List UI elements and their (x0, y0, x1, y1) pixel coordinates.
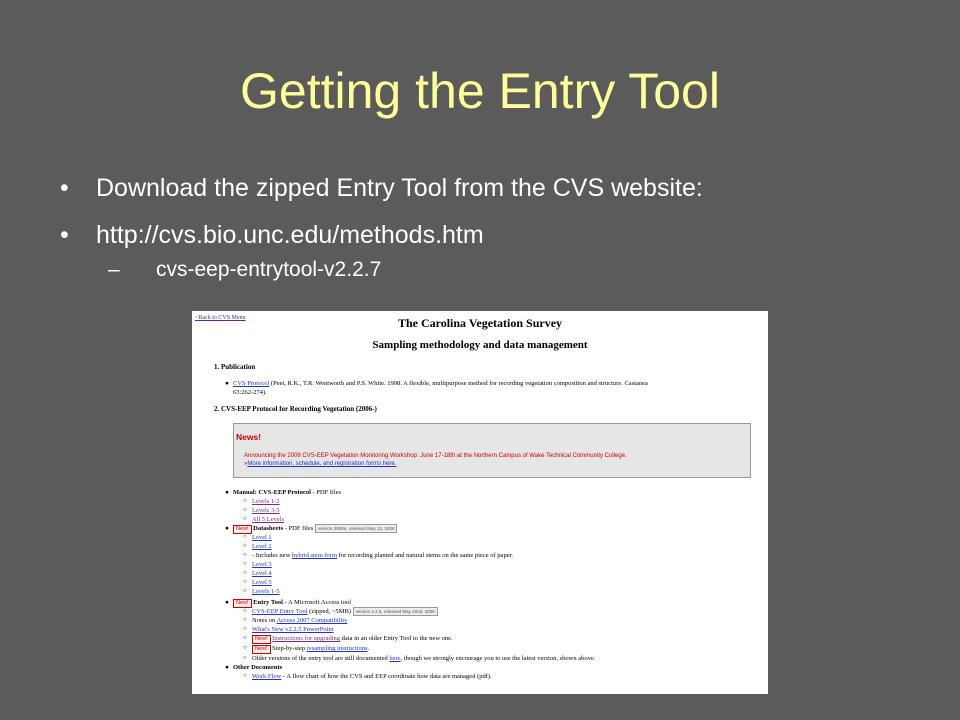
news-announcement: Announcing the 2008 CVS-EEP Vegetation Monitoring Workshop: June 17-18th at the Northern Campus of Wake Technical Community College. (244, 453, 627, 459)
upgrade-post-text: data in an older Entry Tool to the new one. (340, 635, 453, 642)
bullet-dot: ● (225, 380, 229, 387)
manual-suffix: - PDF files (310, 489, 342, 496)
bullet-list (58, 172, 938, 283)
sub-bullet-filename: – cvs-eep-entrytool-v2.2.7 (108, 257, 938, 283)
older-versions-link[interactable]: here (389, 655, 401, 662)
notes-item: ○ Notes on Access 2007 Compatibility (243, 617, 348, 624)
bullet-dot: ● (225, 664, 229, 671)
datasheet-item: ○ Level 4 (243, 570, 272, 577)
cvs-protocol-link[interactable]: CVS Protocol (233, 380, 270, 387)
notes-pre-text: Notes on (252, 617, 277, 624)
news-title: News! (236, 432, 262, 442)
datasheets-version-badge: version 2008a, released May 22, 2008 (315, 524, 398, 533)
datasheet-level-5-link[interactable]: Level 5 (252, 579, 272, 586)
workflow-post-text: - A flow chart of how the CVS and EEP coordinate how data are managed (pdf). (281, 673, 492, 680)
entry-tool-version-badge: version 2.2.5, released May 22nd, 2008 (353, 607, 438, 616)
entry-tool-size: (zipped, ~5MB) (307, 608, 353, 615)
manual-levels-1-2-link[interactable]: Levels 1-2 (252, 498, 280, 505)
new-badge: New! (233, 599, 252, 608)
entry-tool-download-item: ○ CVS-EEP Entry Tool (zipped, ~5MB) version 2.2.5, released May 22nd, 2008 (252, 607, 438, 616)
datasheet-item: ○ Level 5 (243, 579, 272, 586)
news-arrow: » (244, 461, 248, 467)
manual-item (225, 488, 342, 497)
other-documents-label: Other Documents (233, 664, 283, 671)
slide-title: Getting the Entry Tool (240, 63, 720, 119)
news-box (233, 423, 751, 478)
datasheet-hybrid-item: ○ - Includes new hybrid stem form for recording planted and natural stems on the same piece of paper. (243, 552, 514, 559)
site-title: The Carolina Vegetation Survey (397, 316, 563, 330)
resampling-item: ○ New! Step-by-step resampling instructions. (243, 645, 370, 652)
datasheets-label: Datasheets (253, 525, 284, 532)
workflow-item: ○ Work Flow - A flow chart of how the CVS and EEP coordinate how data are managed (pdf). (243, 673, 492, 680)
manual-level-item: ○ All 5 Levels (243, 516, 285, 523)
manual-level-item: ○ Levels 3-5 (243, 507, 280, 514)
upgrade-instructions-link[interactable]: Instructions for upgrading (272, 635, 341, 642)
new-badge: New! (252, 645, 271, 654)
manual-levels-3-5-link[interactable]: Levels 3-5 (252, 507, 280, 514)
manual-all-levels-link[interactable]: All 5 Levels (252, 516, 285, 523)
other-documents-item (225, 663, 283, 672)
datasheet-levels-1-5-link[interactable]: Levels 1-5 (252, 588, 280, 595)
whats-new-link[interactable]: What's New v2.2.5 PowerPoint (252, 626, 334, 633)
publication-text: (Peet, R.K., T.R. Wentworth and P.S. White. 1998. A flexible, multipurpose method for recording vegetation composition and structure. Castanea (270, 380, 648, 387)
resample-pre-text: Step-by-step (270, 645, 307, 652)
datasheet-item: ○ Level 1 (243, 534, 272, 541)
bullet-download: • Download the zipped Entry Tool from the CVS website: (58, 172, 938, 204)
hybrid-post-text: for recording planted and natural stems on the same piece of paper. (337, 552, 514, 559)
datasheet-level-2-link[interactable]: Level 2 (252, 543, 272, 550)
bullet-dot: ● (225, 599, 229, 606)
new-badge: New! (252, 635, 271, 644)
datasheet-level-1-link[interactable]: Level 1 (252, 534, 272, 541)
back-to-menu-link[interactable]: <Back to CVS Menu (195, 315, 246, 321)
hybrid-pre-text: - Includes new (252, 552, 292, 559)
datasheet-item: ○ Level 2 (243, 543, 272, 550)
entry-tool-suffix: - A Microsoft Access tool (282, 599, 352, 606)
datasheets-suffix: - PDF files (283, 525, 315, 532)
website-screenshot (192, 311, 768, 694)
manual-level-item: ○ Levels 1-2 (243, 498, 280, 505)
upgrade-item: ○ New! Instructions for upgrading data in an older Entry Tool to the new one. (243, 635, 453, 642)
news-more-info (244, 460, 396, 469)
datasheet-level-4-link[interactable]: Level 4 (252, 570, 272, 577)
publication-text-2: 63:262-274). (233, 389, 267, 396)
publication-item (225, 379, 648, 388)
work-flow-link[interactable]: Work Flow (252, 673, 282, 680)
section-publication: 1. Publication (214, 363, 256, 371)
older-versions-item: ○ Older versions of the entry tool are still documented here, though we strongly encourage you to use the latest version, shown above. (243, 655, 596, 662)
whats-new-item: ○ What's New v2.2.5 PowerPoint (243, 626, 334, 633)
bullet-dot: ● (225, 525, 229, 532)
section-cvs-eep: 2. CVS-EEP Protocol for Recording Vegetation (2006-) (214, 405, 377, 413)
datasheet-item: ○ Level 3 (243, 561, 272, 568)
resample-post-text: . (367, 645, 370, 652)
news-more-info-link[interactable]: More information, schedule, and registration forms here. (247, 461, 397, 467)
resampling-instructions-link[interactable]: resampling instructions (306, 645, 368, 652)
bullet-url: • http://cvs.bio.unc.edu/methods.htm (58, 219, 938, 251)
entry-tool-download-link[interactable]: CVS-EEP Entry Tool (252, 608, 308, 615)
bullet-dot: ● (225, 489, 229, 496)
datasheet-level-3-link[interactable]: Level 3 (252, 561, 272, 568)
site-subtitle: Sampling methodology and data management (372, 339, 588, 351)
hybrid-stem-form-link[interactable]: hybrid stem form (291, 552, 338, 559)
older-post-text: , though we strongly encourage you to use the latest version, shown above. (400, 655, 596, 662)
access-2007-link[interactable]: Access 2007 Compatibility (276, 617, 348, 624)
datasheet-item: ○ Levels 1-5 (243, 588, 280, 595)
new-badge: New! (233, 525, 252, 534)
older-pre-text: Older versions of the entry tool are still documented (252, 655, 390, 662)
entry-tool-label: Entry Tool (253, 599, 283, 606)
manual-label: Manual: CVS-EEP Protocol (233, 489, 311, 496)
